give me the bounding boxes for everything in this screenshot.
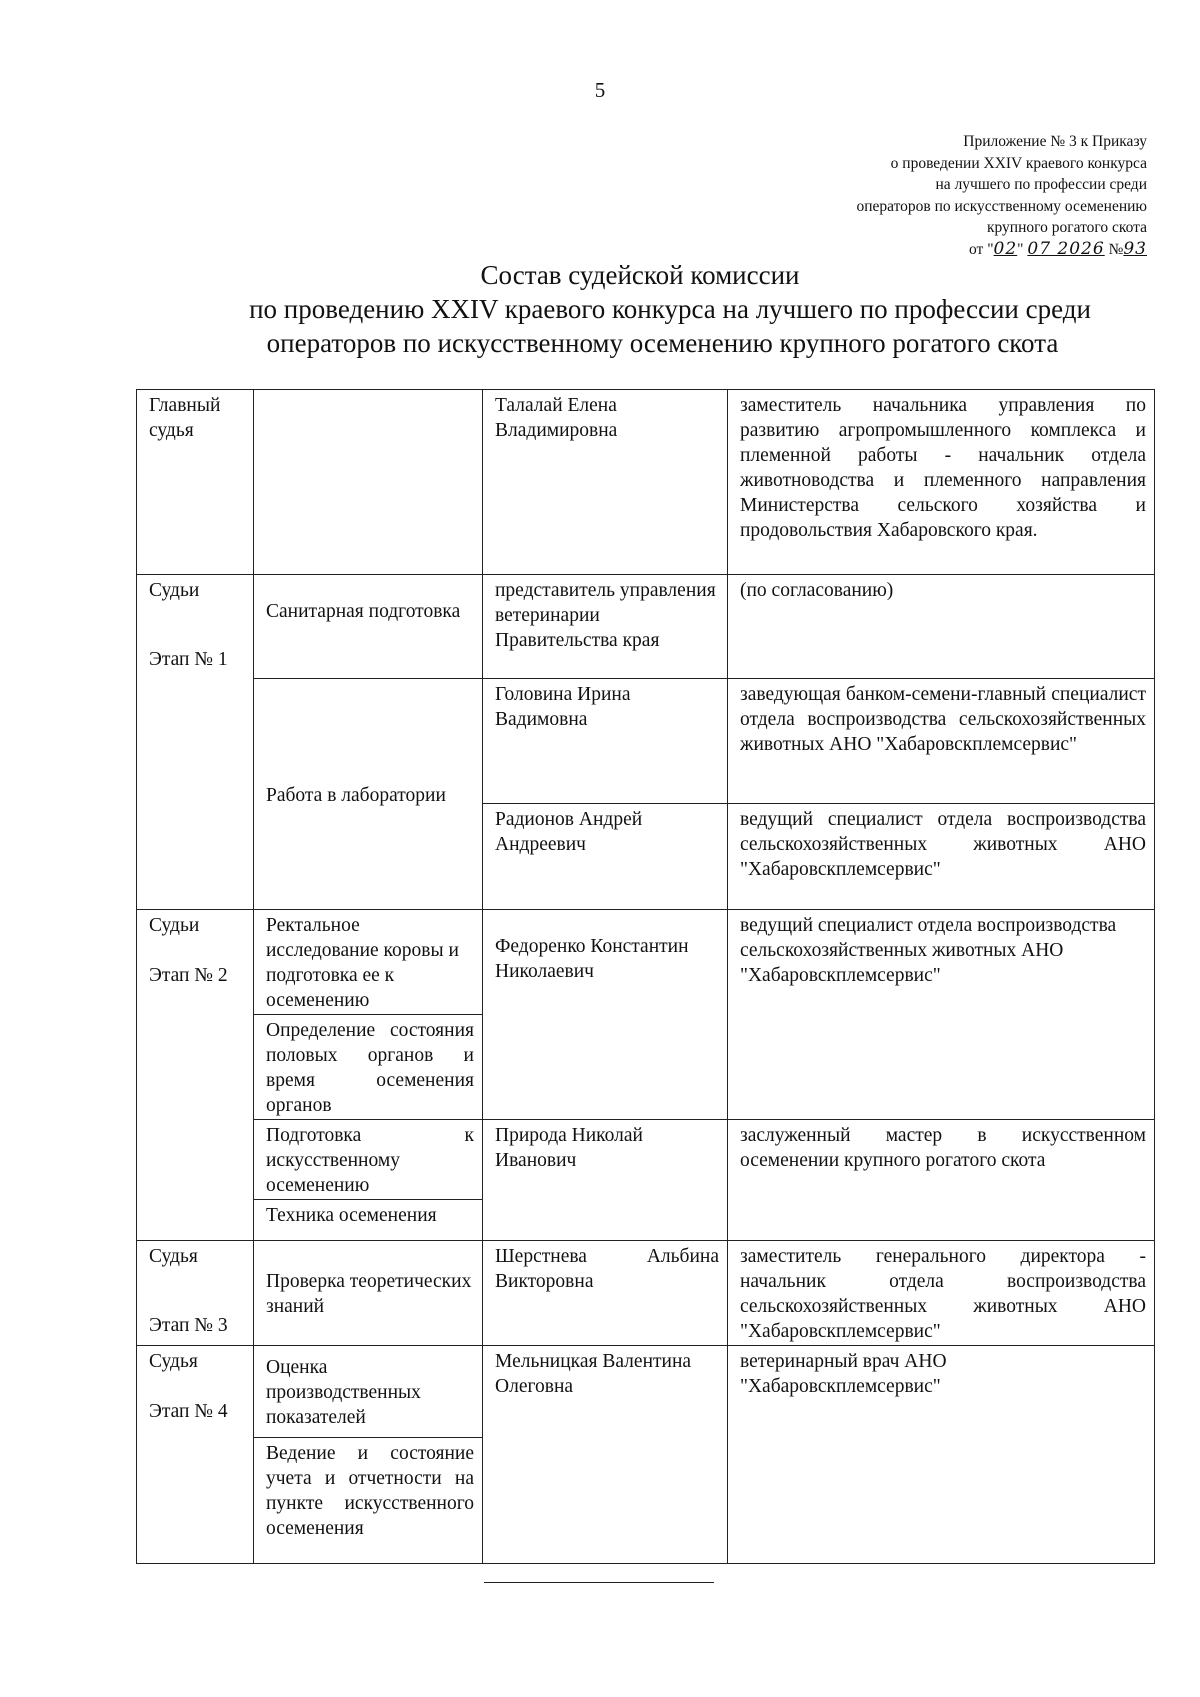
table-row <box>137 1120 1155 1200</box>
table-row <box>137 575 1155 679</box>
date-prefix: от " <box>969 240 994 258</box>
table-row <box>137 679 1155 804</box>
judge-position-cell: ведущий специалист отдела воспроизводства сельскохозяйственных животных АНО "Хабаровскплемсервис" <box>728 804 1155 910</box>
stage-label: Этап № 3 <box>149 1315 228 1336</box>
task-cell: Ведение и состояние учета и отчетности на пункте искусственного осеменения <box>254 1438 483 1564</box>
title-line-2: по проведению XXIV краевого конкурса на лучшего по профессии среди <box>249 294 1091 324</box>
role-cell <box>137 910 254 1241</box>
footer-divider <box>484 1582 714 1583</box>
judge-position-cell: заведующая банком-семени-главный специалист отдела воспроизводства сельскохозяйственных животных АНО "Хабаровскплемсервис" <box>728 679 1155 804</box>
judge-position-cell: ведущий специалист отдела воспроизводства сельскохозяйственных животных АНО "Хабаровскплемсервис" <box>728 910 1155 1120</box>
judge-name-cell: Мельницкая Валентина Олеговна <box>483 1346 728 1564</box>
judge-name-cell: Талалай Елена Владимировна <box>483 390 728 575</box>
appendix-block <box>687 131 1147 260</box>
judge-position-cell: заслуженный мастер в искусственном осеменении крупного рогатого скота <box>728 1120 1155 1241</box>
order-number: 93 <box>1123 238 1147 259</box>
table-row <box>137 910 1155 1015</box>
appendix-line: о проведении XXIV краевого конкурса <box>890 154 1147 172</box>
judge-position-cell: ветеринарный врач АНО "Хабаровскплемсервис" <box>728 1346 1155 1564</box>
role-label: Судья <box>149 1246 198 1267</box>
number-prefix: № <box>1108 240 1124 258</box>
role-cell: Главный судья <box>137 390 254 575</box>
stage-label: Этап № 1 <box>149 649 228 670</box>
stage-label: Этап № 4 <box>149 1401 228 1422</box>
table-row <box>137 1241 1155 1346</box>
role-cell <box>137 1241 254 1346</box>
judge-name-cell: Головина Ирина Вадимовна <box>483 679 728 804</box>
appendix-line: операторов по искусственному осеменению <box>856 197 1147 215</box>
judge-name-cell: Радионов Андрей Андреевич <box>483 804 728 910</box>
document-title <box>0 258 1200 360</box>
appendix-line: на лучшего по профессии среди <box>935 176 1147 193</box>
task-cell: Санитарная подготовка <box>254 575 483 679</box>
task-cell: Подготовка к искусственному осеменению <box>254 1120 483 1200</box>
page-number: 5 <box>594 78 606 102</box>
role-label: Судьи <box>149 915 200 936</box>
task-cell: Оценка производственных показателей <box>254 1346 483 1438</box>
judge-position-cell: (по согласованию) <box>728 575 1155 679</box>
judge-name-cell: Федоренко Константин Николаевич <box>483 910 728 1120</box>
role-cell <box>137 575 254 910</box>
order-date-line <box>687 239 1147 261</box>
judge-name-cell: Шерстнева Альбина Викторовна <box>483 1241 728 1346</box>
date-mid: " <box>1017 240 1024 258</box>
task-cell: Определение состояния половых органов и время осеменения органов <box>254 1015 483 1120</box>
table-row <box>137 1346 1155 1438</box>
title-line-1: Состав судейской комиссии <box>480 260 800 290</box>
role-label: Судья <box>149 1351 198 1372</box>
task-cell <box>254 390 483 575</box>
judge-position-cell: заместитель генерального директора - начальник отдела воспроизводства сельскохозяйственных животных АНО "Хабаровскплемсервис" <box>728 1241 1155 1346</box>
title-line-3: операторов по искусственному осеменению крупного рогатого скота <box>266 328 1059 358</box>
judge-name-cell: Природа Николай Иванович <box>483 1120 728 1241</box>
commission-table <box>136 389 1155 1564</box>
stage-label: Этап № 2 <box>149 965 228 986</box>
task-cell: Работа в лаборатории <box>254 679 483 910</box>
appendix-line: крупного рогатого скота <box>986 219 1147 236</box>
date-rest: 07 2026 <box>1027 238 1105 259</box>
appendix-line: Приложение № 3 к Приказу <box>963 133 1147 150</box>
table-row <box>137 390 1155 575</box>
task-cell: Ректальное исследование коровы и подготовка ее к осеменению <box>254 910 483 1015</box>
role-label: Судьи <box>149 580 200 601</box>
task-cell: Техника осеменения <box>254 1200 483 1241</box>
date-day: 02 <box>993 238 1018 259</box>
judge-position-cell: заместитель начальника управления по развитию агропромышленного комплекса и племенной работы - начальник отдела животноводства и племенного направления Министерства сельского хозяйства и продовольствия Хабаровского края. <box>728 390 1155 575</box>
task-cell: Проверка теоретических знаний <box>254 1241 483 1346</box>
role-cell <box>137 1346 254 1564</box>
judge-name-cell: представитель управления ветеринарии Правительства края <box>483 575 728 679</box>
